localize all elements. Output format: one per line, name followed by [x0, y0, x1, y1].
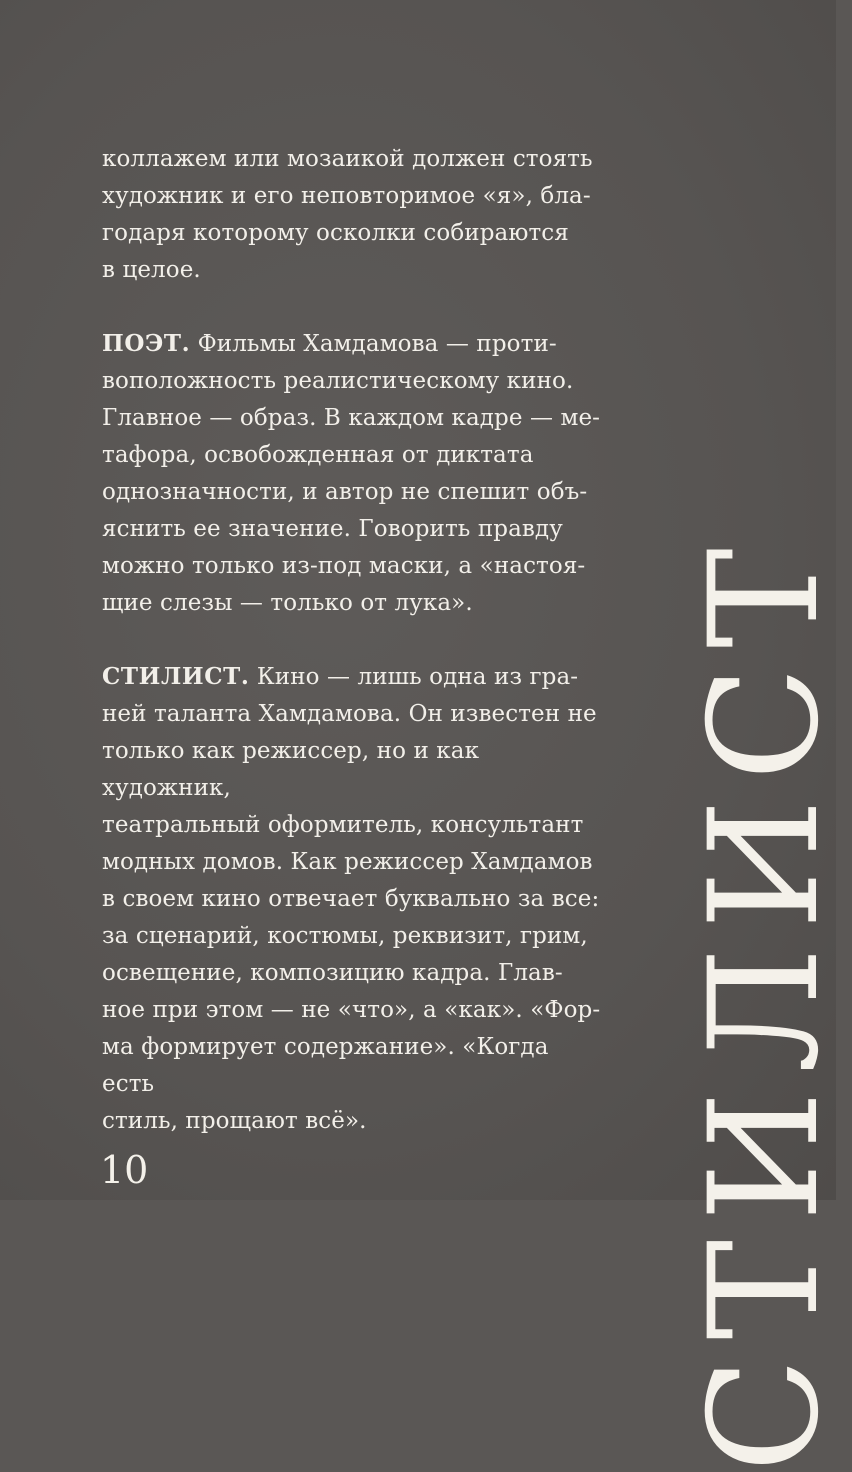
paragraph-text: Кино — лишь одна из гра- ней таланта Хамдамова. Он известен не только как режиссер, но и как художник, театральный оформитель, консультант модных домов. Как режиссер Хамдамов в своем кино отвечает буквально за все: за сценарий, костюмы, реквизит, грим, освещение, композицию кадра. Глав- ное при этом — не «что», а «как». «Фор- ма формирует содержание». «Когда есть стиль, прощают всё».	[102, 664, 601, 1134]
paragraph-text: коллажем или мозаикой должен стоять художник и его неповторимое «я», бла- годаря которому осколки собираются в целое.	[102, 146, 593, 283]
paragraph-stylist	[102, 658, 602, 1140]
page-number: 10	[100, 1148, 149, 1192]
paragraph-intro	[102, 140, 602, 289]
body-text	[102, 140, 602, 1176]
paragraph-lead: ПОЭТ.	[102, 330, 191, 357]
vertical-title-text: СТИЛИСТ	[678, 530, 852, 1472]
paragraph-poet	[102, 325, 602, 622]
paragraph-lead: СТИЛИСТ.	[102, 663, 250, 690]
vertical-section-title	[678, 0, 852, 1472]
paragraph-text: Фильмы Хамдамова — проти- воположность реалистическому кино. Главное — образ. В каждом кадре — ме- тафора, освобожденная от диктата однозначности, и автор не спешит объ- яснить ее значение. Говорить правду можно только из-под маски, а «настоя- щие слезы — только от лука».	[102, 331, 601, 616]
